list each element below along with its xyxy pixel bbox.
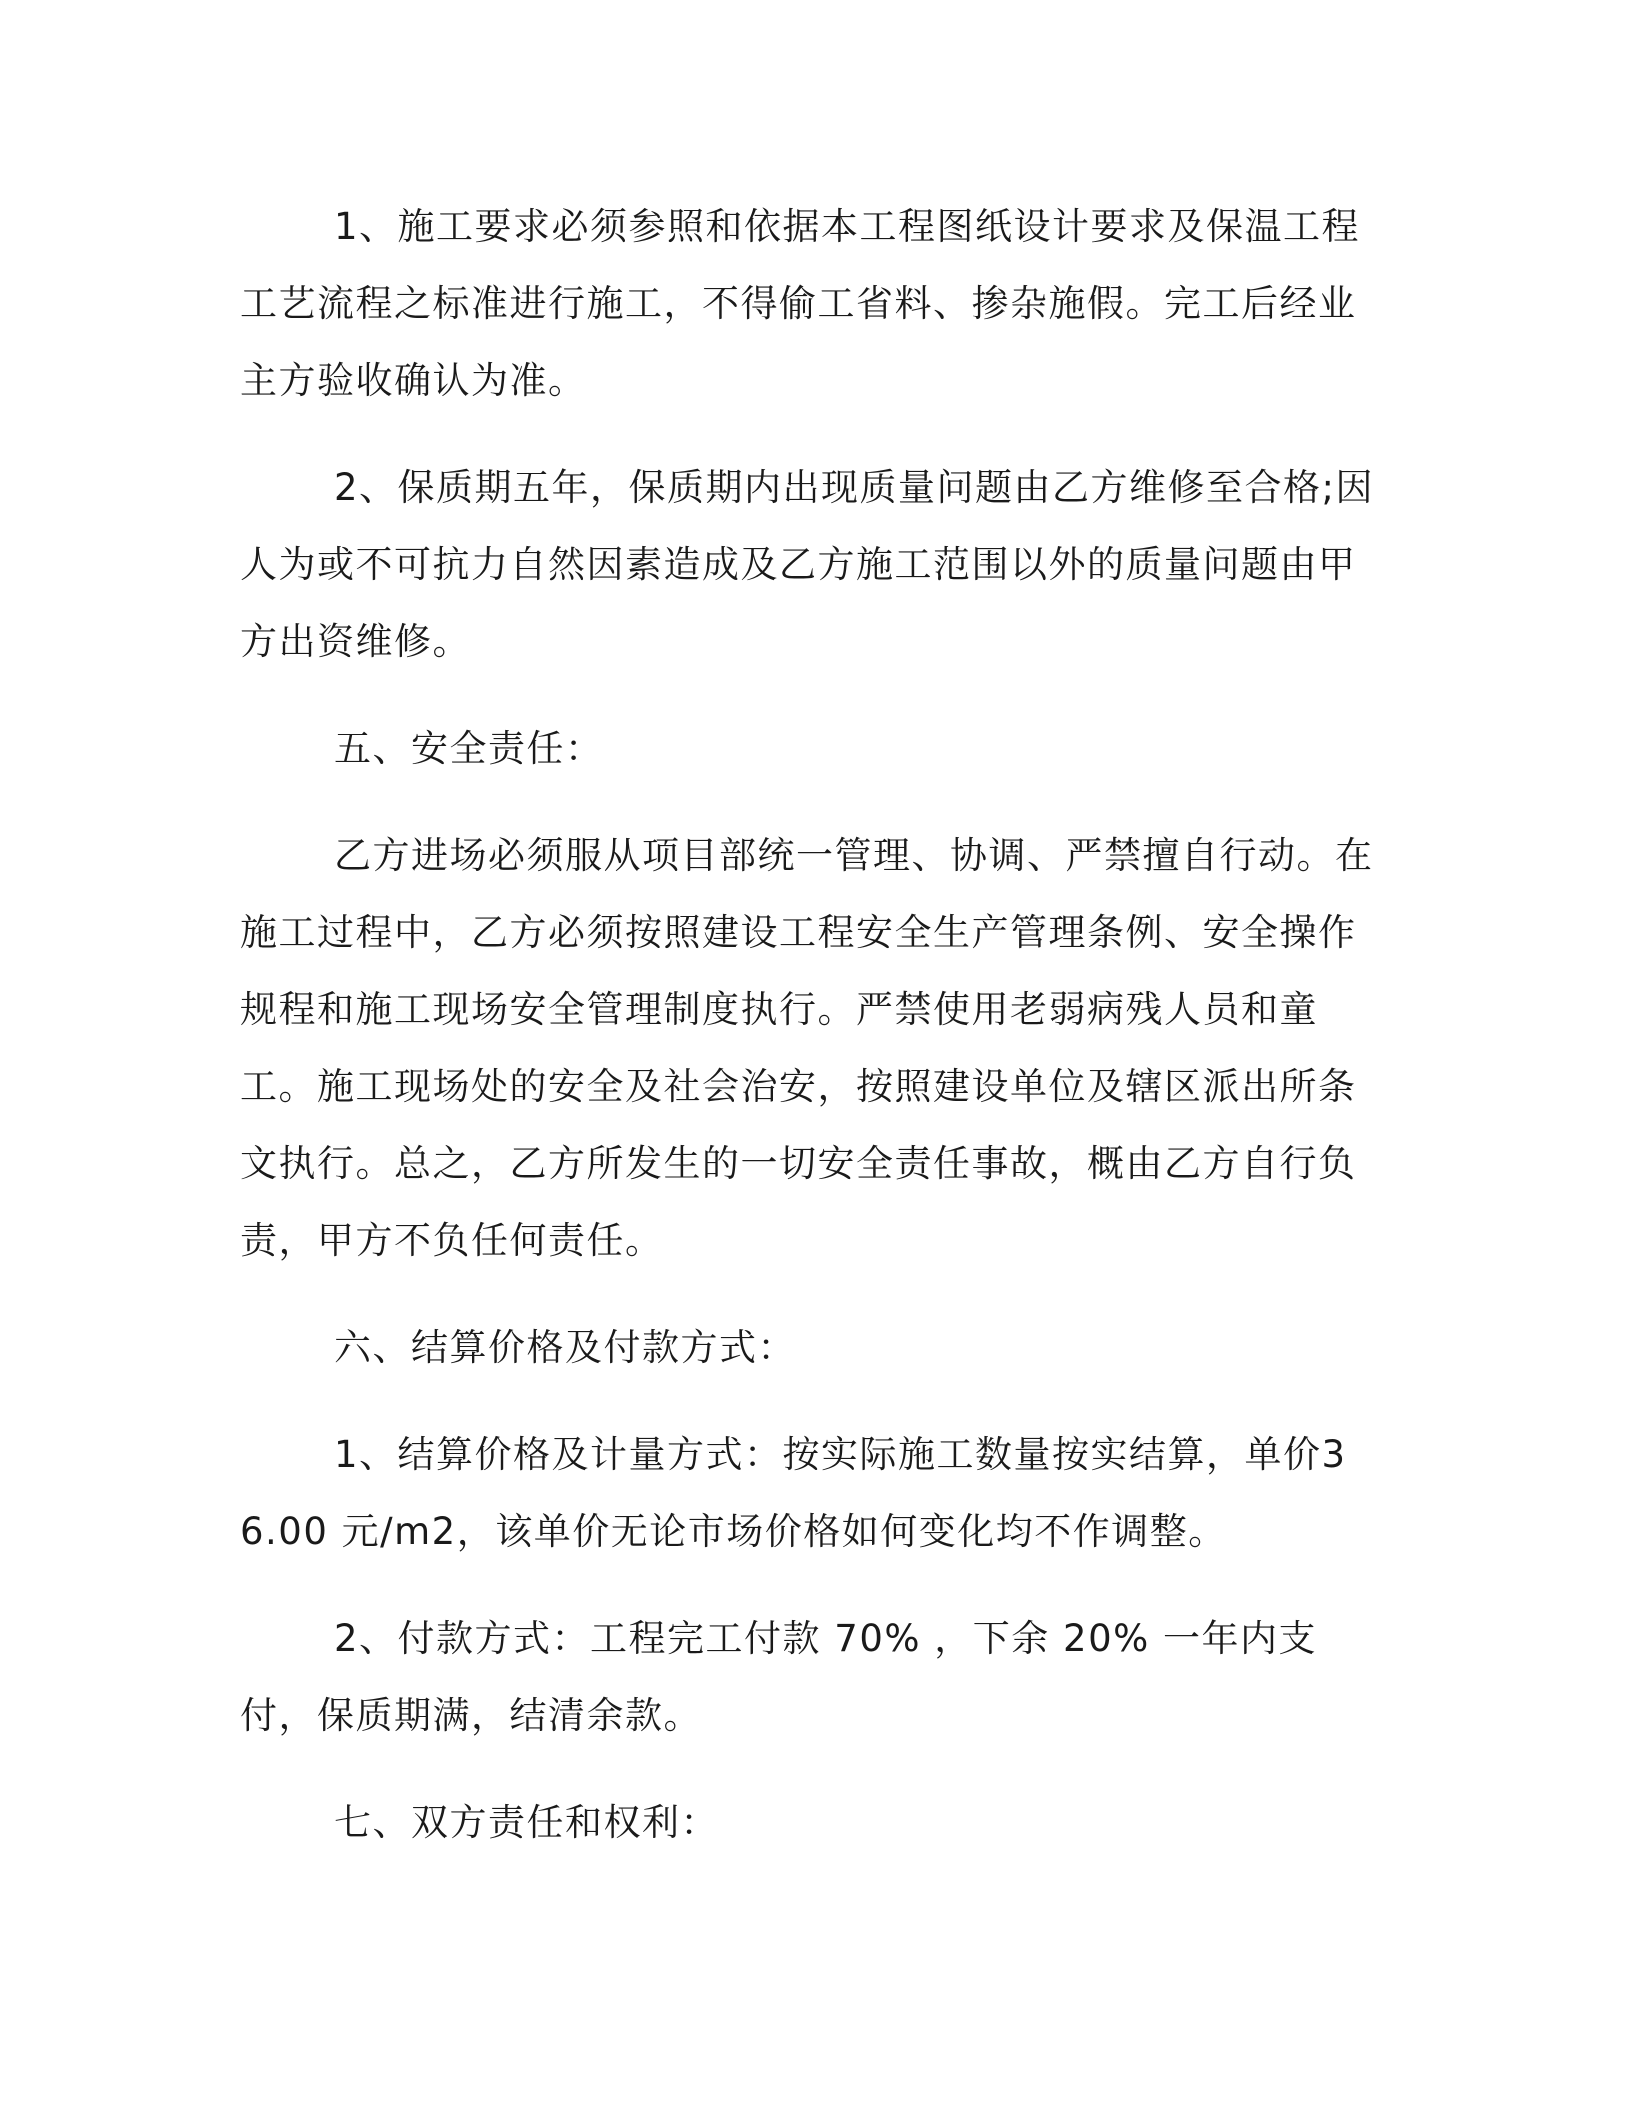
paragraph-gap bbox=[240, 680, 1380, 710]
paragraph-gap bbox=[240, 1754, 1380, 1784]
section-heading-safety: 五、安全责任： bbox=[334, 727, 604, 770]
paragraph-gap bbox=[240, 1279, 1380, 1309]
document-body bbox=[240, 188, 1380, 1861]
paragraph-settlement-price: 1、结算价格及计量方式：按实际施工数量按实结算，单价36.00 元/m2，该单价无论市场价格如何变化均不作调整。 bbox=[240, 1433, 1347, 1553]
paragraph-gap bbox=[240, 419, 1380, 449]
paragraph-warranty-period: 2、保质期五年，保质期内出现质量问题由乙方维修至合格;因人为或不可抗力自然因素造成及乙方施工范围以外的质量问题由甲方出资维修。 bbox=[240, 466, 1375, 663]
paragraph-gap bbox=[240, 1386, 1380, 1416]
paragraph-payment-method: 2、付款方式：工程完工付款 70% ，下余 20% 一年内支付，保质期满，结清余款。 bbox=[240, 1617, 1318, 1737]
paragraph-construction-requirements: 1、施工要求必须参照和依据本工程图纸设计要求及保温工程工艺流程之标准进行施工，不得偷工省料、掺杂施假。完工后经业主方验收确认为准。 bbox=[240, 205, 1361, 402]
section-heading-settlement: 六、结算价格及付款方式： bbox=[334, 1326, 796, 1369]
paragraph-safety-responsibility: 乙方进场必须服从项目部统一管理、协调、严禁擅自行动。在施工过程中，乙方必须按照建设工程安全生产管理条例、安全操作规程和施工现场安全管理制度执行。严禁使用老弱病残人员和童工。施工现场处的安全及社会治安，按照建设单位及辖区派出所条文执行。总之，乙方所发生的一切安全责任事故，概由乙方自行负责，甲方不负任何责任。 bbox=[240, 834, 1374, 1262]
section-heading-responsibilities: 七、双方责任和权利： bbox=[334, 1801, 719, 1844]
paragraph-gap bbox=[240, 1570, 1380, 1600]
paragraph-gap bbox=[240, 787, 1380, 817]
